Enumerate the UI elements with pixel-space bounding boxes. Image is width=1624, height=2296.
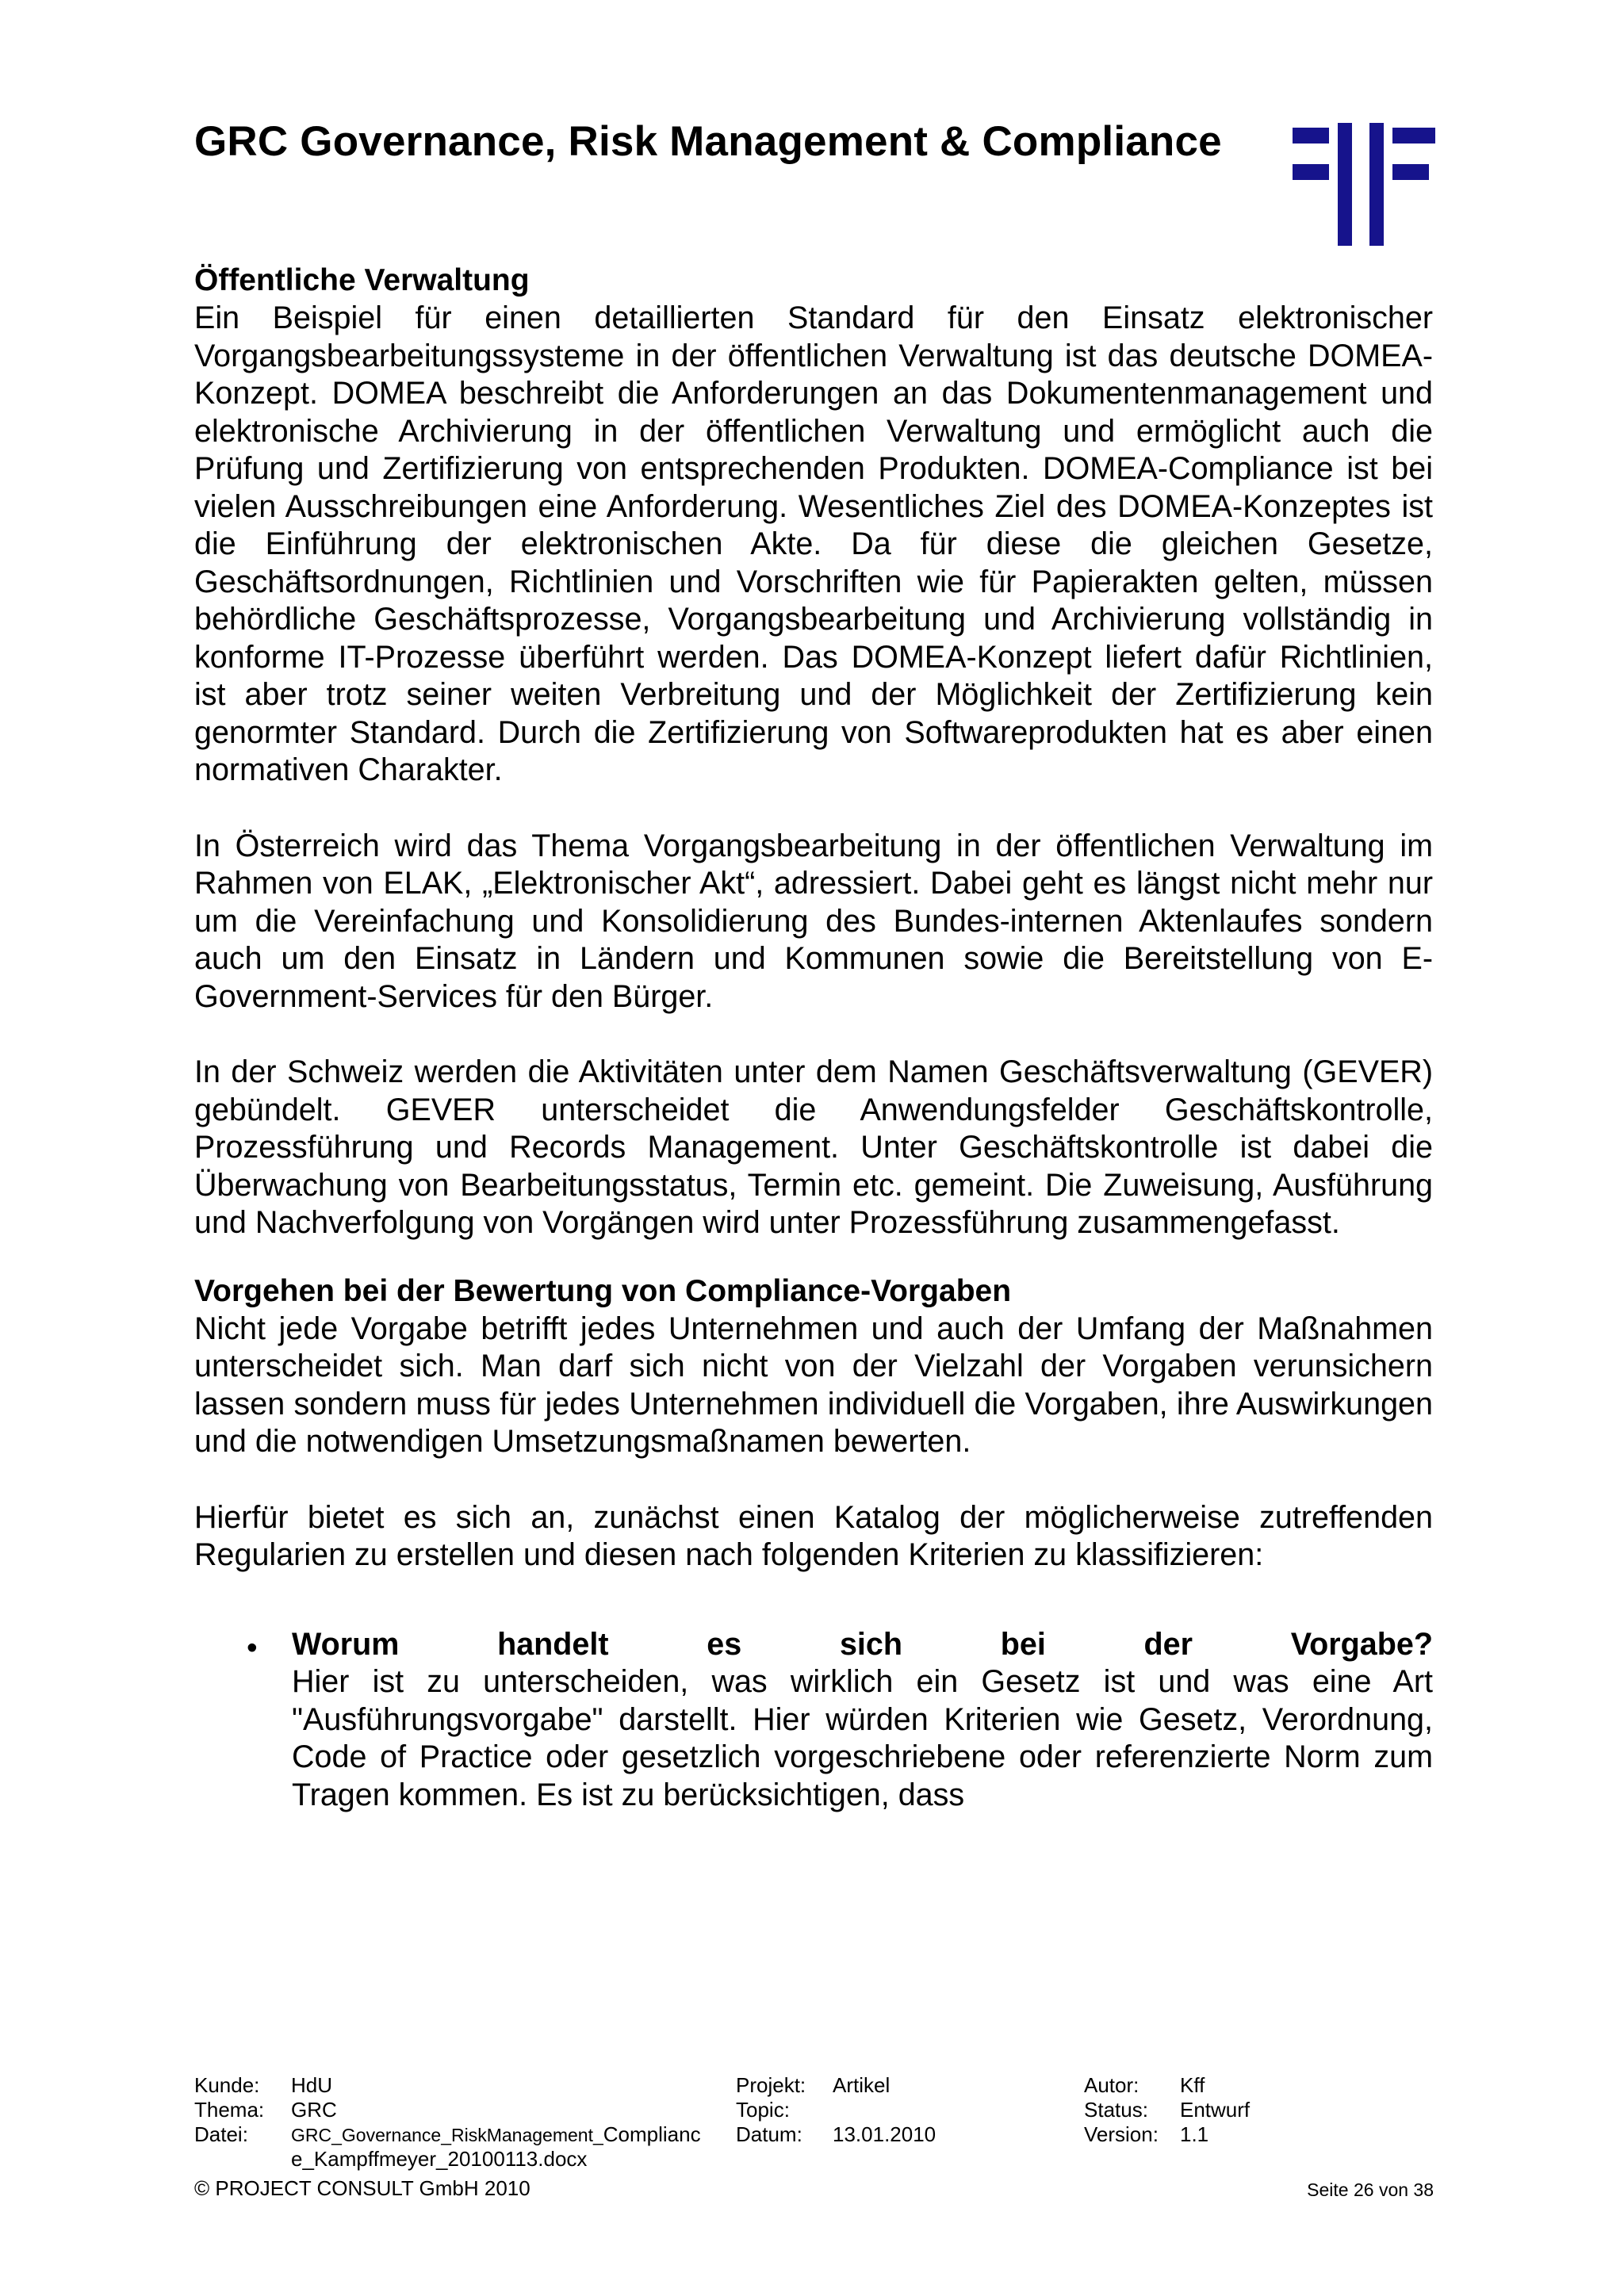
criteria-list [194, 1626, 1433, 1815]
paragraph-schweiz: In der Schweiz werden die Aktivitäten unter dem Namen Geschäftsverwaltung (GEVER) gebündelt. GEVER unterscheidet die Anwendungsfelder Geschäftskontrolle, Prozessführung und Records Management. Unter Geschäftskontrolle ist dabei die Überwachung von Bearbeitungsstatus, Termin etc. gemeint. Die Zuweisung, Ausführung und Nachverfolgung von Vorgängen wird unter Prozessführung zusammengefasst. [194, 1054, 1433, 1240]
project-consult-logo-icon [1293, 123, 1435, 246]
footer-datum-value: 13.01.2010 [833, 2122, 936, 2146]
footer-thema-label: Thema: [194, 2098, 265, 2122]
footer-page-number: Seite 26 von 38 [1307, 2179, 1434, 2200]
footer-autor-label: Autor: [1084, 2073, 1139, 2097]
footer-datum-label: Datum: [736, 2122, 802, 2146]
footer-version-label: Version: [1084, 2122, 1159, 2146]
paragraph-domea: Ein Beispiel für einen detaillierten Standard für den Einsatz elektronischer Vorgangsbearbeitungssysteme in der öffentlichen Verwaltung ist das deutsche DOMEA-Konzept. DOMEA beschreibt die Anforderungen an das Dokumentenmanagement und elektronische Archivierung in der öffentlichen Verwaltung und ermöglicht auch die Prüfung und Zertifizierung von entsprechenden Produkten. DOMEA-Compliance ist bei vielen Ausschreibungen eine Anforderung. Wesentliches Ziel des DOMEA-Konzeptes ist die Einführung der elektronischen Akte. Da für diese die gleichen Gesetze, Geschäftsordnungen, Richtlinien und Vorschriften wie für Papierakten gelten, müssen behördliche Geschäftsprozesse, Vorgangsbearbeitung und Archivierung vollständig in konforme IT-Prozesse überführt werden. Das DOMEA-Konzept liefert dafür Richtlinien, ist aber trotz seiner weiten Verbreitung und der Möglichkeit der Zertifizierung kein genormter Standard. Durch die Zertifizierung von Softwareprodukten hat es aber einen normativen Charakter. [194, 300, 1433, 787]
list-item [194, 1626, 1433, 1815]
footer-kunde-value: HdU [291, 2073, 333, 2097]
footer-projekt-value: Artikel [833, 2073, 891, 2097]
footer-datei-part1: GRC_Governance_RiskManagement_ [291, 2125, 603, 2145]
footer-version-value: 1.1 [1180, 2122, 1209, 2146]
footer-autor-value: Kff [1180, 2073, 1205, 2097]
footer-status-label: Status: [1084, 2098, 1148, 2122]
bullet-title: Worum handelt es sich bei der Vorgabe? [292, 1626, 1433, 1662]
footer-copyright: © PROJECT CONSULT GmbH 2010 [194, 2176, 530, 2200]
bullet-icon: • [247, 1630, 258, 1665]
section-heading-oeffentliche-verwaltung: Öffentliche Verwaltung [194, 263, 530, 297]
paragraph-oesterreich: In Österreich wird das Thema Vorgangsbearbeitung in der öffentlichen Verwaltung im Rahmen von ELAK, „Elektronischer Akt“, adressiert. Dabei geht es längst nicht mehr nur um die Vereinfachung und Konsolidierung des Bundes-internen Aktenlaufes sondern auch um den Einsatz in Ländern und Kommunen sowie die Bereitstellung von E-Government-Services für den Bürger. [194, 828, 1433, 1014]
footer-datei-label: Datei: [194, 2122, 248, 2146]
document-body [194, 262, 1433, 1814]
footer-thema-value: GRC [291, 2098, 337, 2122]
paragraph-katalog: Hierfür bietet es sich an, zunächst einen Katalog der möglicherweise zutreffenden Regularien zu erstellen und diesen nach folgenden Kriterien zu klassifizieren: [194, 1499, 1433, 1572]
section-heading-vorgehen: Vorgehen bei der Bewertung von Compliance-Vorgaben [194, 1273, 1012, 1308]
footer-datei-value [291, 2122, 701, 2148]
bullet-text: Hier ist zu unterscheiden, was wirklich ein Gesetz ist und was eine Art "Ausführungsvorgabe" darstellt. Hier würden Kriterien wie Gesetz, Verordnung, Code of Practice oder gesetzlich vorgeschriebene oder referenzierte Norm zum Tragen kommen. Es ist zu berücksichtigen, dass [292, 1664, 1433, 1812]
document-header-title: GRC Governance, Risk Management & Compliance [194, 118, 1222, 165]
footer-datei-continuation: e_Kampffmeyer_20100113.docx [291, 2147, 588, 2171]
footer-datei-part2: Complianc [603, 2122, 701, 2146]
footer-kunde-label: Kunde: [194, 2073, 260, 2097]
footer-status-value: Entwurf [1180, 2098, 1251, 2122]
footer-topic-label: Topic: [736, 2098, 790, 2122]
footer-projekt-label: Projekt: [736, 2073, 806, 2097]
paragraph-vorgaben: Nicht jede Vorgabe betrifft jedes Unternehmen und auch der Umfang der Maßnahmen unterscheidet sich. Man darf sich nicht von der Vielzahl der Vorgaben verunsichern lassen sondern muss für jedes Unternehmen individuell die Vorgaben, ihre Auswirkungen und die notwendigen Umsetzungsmaßnamen bewerten. [194, 1311, 1433, 1459]
